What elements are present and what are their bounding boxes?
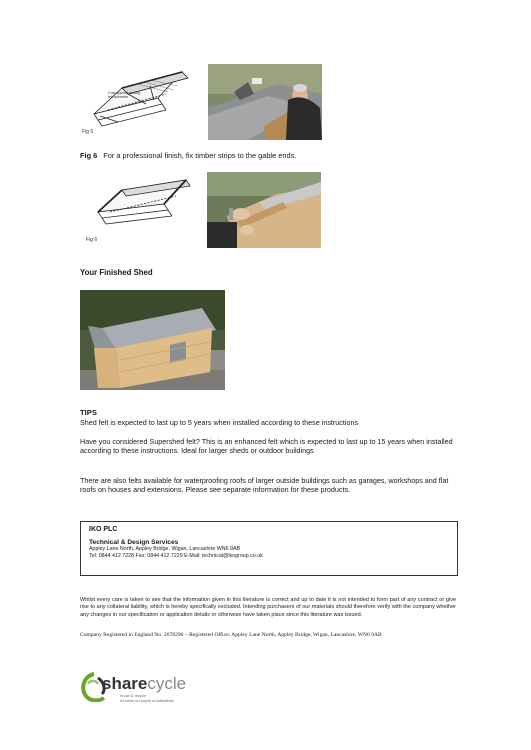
fig5-roof-diagram — [88, 64, 200, 140]
fig5-photo — [208, 64, 322, 140]
finished-shed-heading: Your Finished Shed — [80, 268, 153, 277]
sharecycle-logo — [80, 668, 190, 712]
fig6-caption-text: For a professional finish, fix timber strips to the gable ends. — [103, 151, 297, 160]
contact-company: IKO PLC — [89, 526, 118, 533]
contact-address: Appley Lane North, Appley Bridge, Wigan, Lancashire WN6 9AB — [89, 546, 241, 552]
tips-paragraph-1: Shed felt is expected to last up to 5 years when installed according to these instructions — [80, 418, 359, 427]
tips-heading: TIPS — [80, 408, 97, 417]
logo-tagline-2: it's better to recycle or redistribute — [120, 699, 174, 703]
logo-word-share: share — [102, 674, 148, 693]
fig5-label: Fig 5 — [82, 129, 94, 135]
fig5-callout: Cold applied roofing felt adhesive — [108, 91, 140, 100]
contact-box — [80, 521, 458, 576]
fig6-roof-diagram — [92, 176, 202, 238]
tips-paragraph-2: Have you considered Supershed felt? This is an enhanced felt which is expected to last up to 15 years when installed according to these instructions. Ideal for larger sheds or outdoor buildings — [80, 437, 453, 456]
fig6-label: Fig 6 — [86, 237, 98, 243]
fig6-caption-number: Fig 6 — [80, 151, 98, 160]
contact-phones: Tel: 0844 412 7228 Fax: 0844 412 7229 E-Mail: technical@ikogroup.co.uk — [89, 552, 263, 559]
company-registration: Company Registered in England No. 2678296 – Registered Office: Appley Lane North, Appley Bridge, Wigan, Lancashire, WN6 9AB — [80, 632, 382, 638]
logo-tagline-1: re-use & recycle — [120, 694, 146, 698]
finished-shed-photo — [80, 290, 225, 390]
logo-word-cycle: cycle — [147, 674, 187, 693]
contact-department: Technical & Design Services — [89, 539, 179, 546]
tips-paragraph-3: There are also felts available for waterproofing roofs of larger outside buildings such as garages, workshops and flat roofs on houses and extensions. Please see separate information for these products. — [80, 476, 449, 495]
fig6-photo — [207, 172, 321, 248]
fig6-caption — [80, 152, 480, 161]
disclaimer: Whilst every care is taken to see that the information given in this literature is correct and up to date it is not intended to form part of any contract or give rise to any collateral liability, which is hereby specifically excluded. Intending purchasers of our materials should therefore verify with the company whether any changes in our specification or application details or otherwise have taken place since this literature was issued. — [80, 597, 456, 618]
